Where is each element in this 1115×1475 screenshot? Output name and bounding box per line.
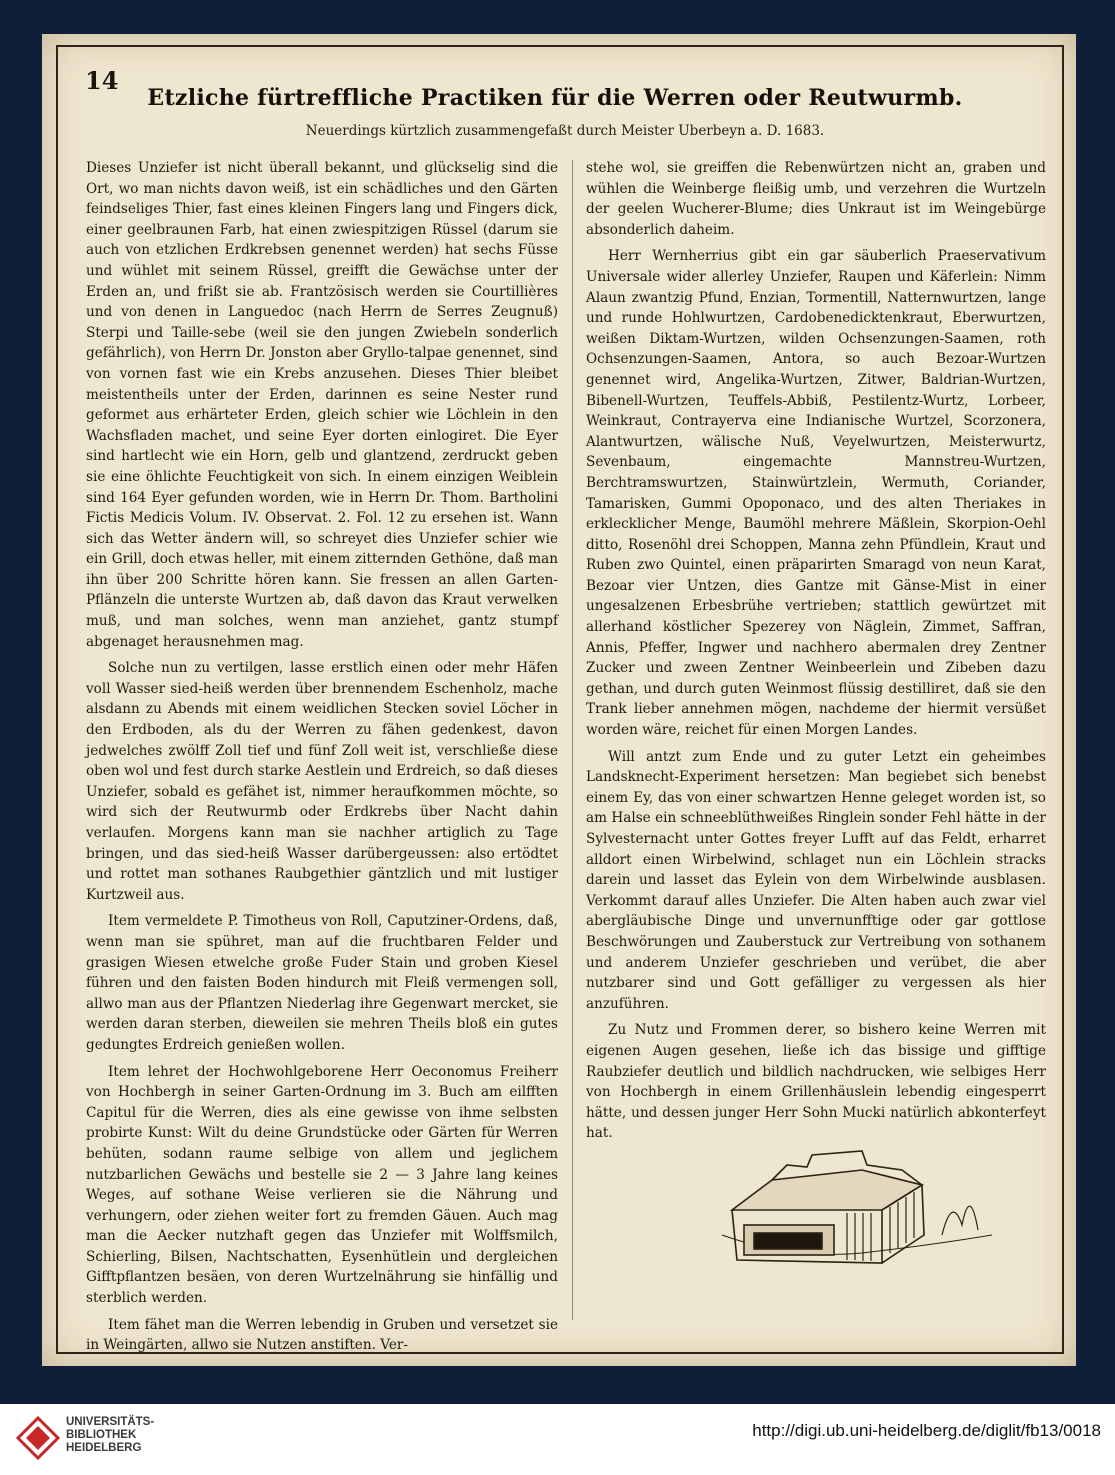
- paragraph: Zu Nutz und Frommen derer, so bishero keine Werren mit eigenen Augen gesehen, ließe ich das bissige und gifftige Raubziefer deutlich und bildlich nachdrucken, wie selbiges Herr von Hochbergh in einem Grillenhäuslein lebendig eingesperrt hätte, und dessen junger Herr Sohn Mucki natürlich abkonterfeyt hat.: [586, 1022, 1046, 1142]
- paragraph: Item lehret der Hochwohlgeborene Herr Oeconomus Freiherr von Hochbergh in seiner Garten-Ordnung im 3. Buch am eilfften Capitul für die Werren, dies als eine gewisse von ihme selbsten probirte Kunst: Wilt du deine Grundstücke oder Gärten für Werren behüten, sodann raume selbige von allem und jeglichem nutzbarlichen Gewächs und bestelle sie 2 — 3 Jahre lang keines Weges, auf sothane Weise verlieren sie die Nährung und verhungern, oder ziehen weiter fort zu fremden Gäuen. Auch mag man die Aecker nutzhaft gegen das Unziefer mit Wolffsmilch, Schierling, Bilsen, Nachtschatten, Eysenhütlein und dergleichen Gifftpflantzen besäen, von deren Wurtzelnährung sie hinfällig und sterblich werden.: [86, 1063, 558, 1307]
- paragraph: Solche nun zu vertilgen, lasse erstlich einen oder mehr Häfen voll Wasser sied-heiß werden über brennendem Eschenholz, mache alsdann zu Abends mit einem weidlichen Stecken soviel Löcher in den Erdboden, als du der Werren zu fähen gedenkest, davon jedwelches zwölff Zoll tief und fünf Zoll weit ist, verschließe diese oben wol und fest durch starke Aestlein und Erdreich, so daß dieses Unziefer, sobald es gefähet ist, nimmer heraufkommen möchte, so wird sich der Reutwurmb oder Erdkrebs über Nacht dahin verlaufen. Morgens kann man sie nachher artiglich zu Tage bringen, und das sied-heiß Wasser darübergeussen: also ertödtet und rottet man sothanes Raubgethier gäntzlich und mit lustiger Kurtzweil aus.: [86, 660, 558, 903]
- column-divider: [572, 160, 573, 1320]
- library-logo-icon: [16, 1416, 60, 1460]
- paragraph: Will antzt zum Ende und zu guter Letzt ein geheimbes Landsknecht-Experiment hersetzen: Man begiebet sich benebst einem Ey, das von einer schwartzen Henne geleget worden ist, so am Halse ein schneeblüthweißes Ringlein sonder Fehl hätte in der Sylvesternacht unter Gottes freyer Lufft auf das Feldt, erharret alldort einen Wirbelwind, schlaget nun ein Löchlein stracks darein und lasset das Eylein von dem Wirbelwinde ausblasen. Verkommt darauf alles Unziefer. Die Alten haben auch zwar viel abergläubische Dinge und unvernunfftige oder gar gottlose Beschwörungen und Zauberstuck zur Vertreibung von sothanem und anderem Unziefer geschrieben und verübet, die aber nutzbarer sind und Gott gefälliger zu vergessen als hier anzuführen.: [586, 748, 1046, 1012]
- paragraph: Item fähet man die Werren lebendig in Gruben und versetzet sie in Weingärten, allwo sie Nutzen anstiften. Ver-: [86, 1316, 558, 1354]
- paragraph: stehe wol, sie greiffen die Rebenwürtzen nicht an, graben und wühlen die Weinberge fleißig umb, und verzehren die Wurtzeln der geelen Wucherer-Blume; dies Unkraut ist im Weingebürge absonderlich daheim.: [586, 160, 1046, 238]
- library-name-line: BIBLIOTHEK: [66, 1429, 137, 1441]
- library-name-line: HEIDELBERG: [66, 1442, 142, 1454]
- left-column: [86, 158, 558, 1362]
- paragraph: Dieses Unziefer ist nicht überall bekannt, und glückselig sind die Ort, wo man nichts davon weiß, ist ein schädliches und den Gärten feindseliges Thier, fast eines kleinen Fingers lang und Fingers dick, einer geelbraunen Farb, hat einen zwiespitzigen Rüssel (darum sie auch von etzlichen Erdkrebsen genennet werden) hat sechs Füsse und wühlet mit seinem Rüssel, greifft die Gewächse unter der Erden an, und frißt sie ab. Frantzösisch werden sie Courtillières und von denen in Languedoc (nach Herrn de Serres Zeugnuß) Sterpi und Taille-sebe (weil sie den jungen Zwiebeln sonderlich gefährlich), von Herrn Dr. Jonston aber Gryllo-talpae genennet, sind von vornen fast wie ein Krebs anzusehen. Dieses Thier bleibet meistentheils unter der Erden, darinnen es seine Nester rund geformet aus erhärteter Erden, gleich schier wie Löchlein in den Wachsfladen machet, und seine Eyer dorten einlogiret. Die Eyer sind hartlecht wie ein Horn, gelb und glantzend, zerdruckt geben sie eine öhlichte Feuchtigkeit von sich. In einem einzigen Weiblein sind 164 Eyer gefunden worden, wie in Herrn Dr. Thom. Bartholini Fictis Medicis Volum. IV. Observat. 2. Fol. 12 zu ersehen ist. Wann sich das Wetter ändern will, so schreyet dies Unziefer schier wie ein Grill, doch etwas heller, mit einem zitternden Gethöne, daß man ihn über 200 Schritte hören kann. Sie fressen an allen Garten-Pflänzeln die unterste Wurtzen ab, daß davon das Kraut verwelken muß, und man solches, wenn man anziehet, gantz stumpf abgenaget herausnehmen mag.: [86, 160, 558, 650]
- paragraph: Item vermeldete P. Timotheus von Roll, Caputziner-Ordens, daß, wenn man sie spühret, man auf die fruchtbaren Felder und grasigen Wiesen etwelche große Fuder Stain und groben Kiesel führen und den faisten Boden hindurch mit Fleiß vermengen soll, allwo man aus der Pflantzen Niederlag ihre Gegenwart mercket, sie werden daran sterben, dieweilen sie mehren Theils bloß ein gutes gedungtes Erdreich genießen wollen.: [86, 913, 558, 1053]
- right-column: [586, 158, 1046, 1150]
- paragraph: Herr Wernherrius gibt ein gar säuberlich Praeservativum Universale wider allerley Unziefer, Raupen und Käferlein: Nimm Alaun zwantzig Pfund, Enzian, Tormentill, Natternwurtzen, lange und runde Hohlwurtzen, Cardobenedicktenkraut, Eberwurtzen, weißen Diktam-Wurtzen, wilden Ochsenzungen-Saamen, roth Ochsenzungen-Saamen, Antora, so auch Bezoar-Wurtzen genennet wird, Angelika-Wurtzen, Zitwer, Baldrian-Wurtzen, Bibenell-Wurtzen, Teuffels-Abbiß, Pestilentz-Wurtz, Lorbeer, Weinkraut, Contrayerva eine Indianische Wurtzel, Scorzonera, Alantwurtzen, wälische Nuß, Veyelwurtzen, Meisterwurtz, Sevenbaum, eingemachte Mannstreu-Wurtzen, Berchtramswurtzen, Stainwürtzlein, Wermuth, Coriander, Tamarisken, Gummi Opoponaco, und des alten Theriakes in erklecklicher Menge, Baumöhl mehrere Mäßlein, Skorpion-Oehl ditto, Rosenöhl drei Schoppen, Manna zehn Pfündlein, Kraut und Ruben zwo Quintel, einen präparirten Smaragd von neun Karat, Bezoar vier Untzen, dies Gantze mit Gänse-Mist in einer ungesalzenen Erbesbrühe vertrieben; stattlich gewürtzet mit allerhand köstlicher Spezerey von Näglein, Zimmet, Saffran, Annis, Pfeffer, Ingwer und nachhero abermalen drey Zentner Zucker und zween Zentner Weinbeerlein und Zibeben dazu gethan, und durch guten Weinmost flüssig destilliret, daß sie den Trank lieber annehmen mögen, nachdeme der hiermit versüßet worden wäre, reichet für einen Morgen Landes.: [586, 248, 1046, 739]
- article-title: Etzliche fürtreffliche Practiken für die Werren oder Reutwurmb.: [147, 85, 963, 111]
- page-number: 14: [85, 66, 119, 95]
- library-name: [66, 1416, 154, 1455]
- library-name-line: UNIVERSITÄTS-: [66, 1416, 155, 1428]
- cricket-house-illustration: [712, 1085, 1002, 1275]
- article-subtitle: Neuerdings kürtzlich zusammengefaßt durch Meister Uberbeyn a. D. 1683.: [305, 123, 825, 139]
- source-url-link[interactable]: http://digi.ub.uni-heidelberg.de/diglit/fb13/0018: [752, 1421, 1101, 1440]
